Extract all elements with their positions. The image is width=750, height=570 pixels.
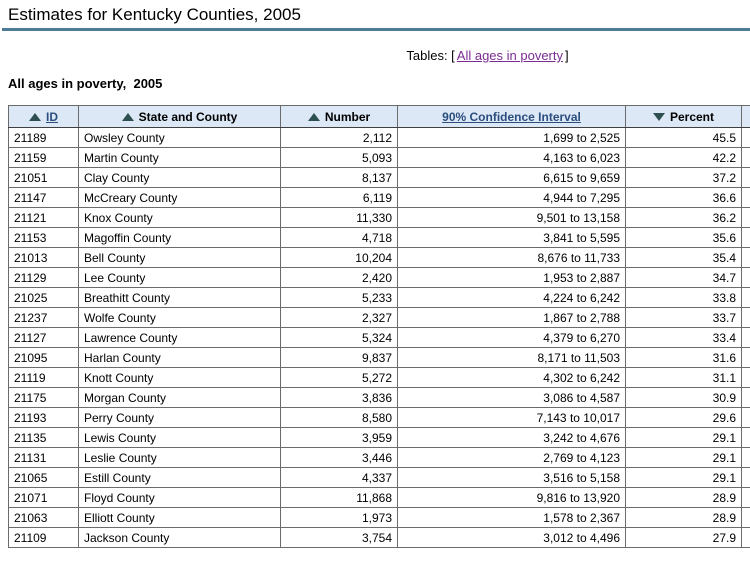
cell-confidence-interval: 1,699 to 2,525	[398, 128, 626, 148]
cell-number: 2,112	[281, 128, 398, 148]
cell-confidence-interval: 4,944 to 7,295	[398, 188, 626, 208]
cell-clipped	[742, 468, 750, 488]
cell-id: 21153	[9, 228, 79, 248]
cell-clipped	[742, 128, 750, 148]
cell-id: 21175	[9, 388, 79, 408]
cell-confidence-interval: 8,171 to 11,503	[398, 348, 626, 368]
cell-percent: 35.4	[626, 248, 742, 268]
cell-clipped	[742, 388, 750, 408]
cell-id: 21189	[9, 128, 79, 148]
cell-confidence-interval: 9,816 to 13,920	[398, 488, 626, 508]
table-row	[9, 248, 750, 268]
table-row	[9, 328, 750, 348]
table-row	[9, 488, 750, 508]
table-body	[9, 128, 750, 548]
cell-percent: 27.9	[626, 528, 742, 548]
cell-id: 21237	[9, 308, 79, 328]
column-header-percent[interactable]	[626, 106, 742, 128]
cell-county: Estill County	[79, 468, 281, 488]
cell-county: Lee County	[79, 268, 281, 288]
cell-clipped	[742, 328, 750, 348]
cell-percent: 31.6	[626, 348, 742, 368]
table-row	[9, 408, 750, 428]
cell-id: 21131	[9, 448, 79, 468]
column-header-id-label: ID	[46, 110, 58, 124]
cell-county: McCreary County	[79, 188, 281, 208]
column-header-state-and-county-label: State and County	[139, 110, 238, 124]
sort-descending-icon	[653, 113, 665, 121]
table-row	[9, 348, 750, 368]
cell-percent: 34.7	[626, 268, 742, 288]
table-header-row	[9, 106, 750, 128]
cell-confidence-interval: 3,242 to 4,676	[398, 428, 626, 448]
table-row	[9, 508, 750, 528]
cell-confidence-interval: 4,302 to 6,242	[398, 368, 626, 388]
cell-confidence-interval: 3,012 to 4,496	[398, 528, 626, 548]
cell-clipped	[742, 288, 750, 308]
cell-confidence-interval: 1,578 to 2,367	[398, 508, 626, 528]
cell-county: Bell County	[79, 248, 281, 268]
cell-percent: 28.9	[626, 488, 742, 508]
cell-percent: 33.8	[626, 288, 742, 308]
table-row	[9, 288, 750, 308]
sort-ascending-icon	[29, 113, 41, 121]
cell-county: Jackson County	[79, 528, 281, 548]
cell-id: 21147	[9, 188, 79, 208]
cell-county: Floyd County	[79, 488, 281, 508]
table-row	[9, 228, 750, 248]
cell-confidence-interval: 2,769 to 4,123	[398, 448, 626, 468]
cell-clipped	[742, 308, 750, 328]
cell-percent: 31.1	[626, 368, 742, 388]
table-header	[9, 106, 750, 128]
cell-id: 21127	[9, 328, 79, 348]
cell-confidence-interval: 3,841 to 5,595	[398, 228, 626, 248]
cell-percent: 29.1	[626, 448, 742, 468]
cell-number: 8,137	[281, 168, 398, 188]
table-row	[9, 128, 750, 148]
cell-percent: 36.2	[626, 208, 742, 228]
table-row	[9, 148, 750, 168]
cell-percent: 33.7	[626, 308, 742, 328]
cell-id: 21065	[9, 468, 79, 488]
cell-county: Magoffin County	[79, 228, 281, 248]
sort-ascending-icon	[308, 113, 320, 121]
cell-number: 2,327	[281, 308, 398, 328]
column-header-number-label: Number	[325, 110, 370, 124]
table-row	[9, 368, 750, 388]
cell-county: Owsley County	[79, 128, 281, 148]
table-row	[9, 428, 750, 448]
column-header-confidence-interval[interactable]	[398, 106, 626, 128]
cell-confidence-interval: 4,224 to 6,242	[398, 288, 626, 308]
cell-percent: 29.1	[626, 428, 742, 448]
cell-clipped	[742, 488, 750, 508]
cell-percent: 35.6	[626, 228, 742, 248]
table-row	[9, 188, 750, 208]
cell-number: 5,324	[281, 328, 398, 348]
cell-id: 21159	[9, 148, 79, 168]
cell-clipped	[742, 268, 750, 288]
cell-clipped	[742, 188, 750, 208]
table-row	[9, 448, 750, 468]
column-header-id[interactable]	[9, 106, 79, 128]
cell-number: 3,959	[281, 428, 398, 448]
column-header-percent-label: Percent	[670, 110, 714, 124]
cell-number: 3,836	[281, 388, 398, 408]
cell-id: 21063	[9, 508, 79, 528]
cell-id: 21119	[9, 368, 79, 388]
cell-confidence-interval: 9,501 to 13,158	[398, 208, 626, 228]
cell-id: 21095	[9, 348, 79, 368]
cell-confidence-interval: 4,379 to 6,270	[398, 328, 626, 348]
page	[0, 5, 750, 548]
cell-id: 21193	[9, 408, 79, 428]
cell-id: 21051	[9, 168, 79, 188]
cell-number: 11,330	[281, 208, 398, 228]
cell-percent: 37.2	[626, 168, 742, 188]
cell-county: Harlan County	[79, 348, 281, 368]
table-row	[9, 208, 750, 228]
cell-clipped	[742, 248, 750, 268]
cell-number: 4,337	[281, 468, 398, 488]
cell-county: Perry County	[79, 408, 281, 428]
cell-number: 4,718	[281, 228, 398, 248]
cell-county: Martin County	[79, 148, 281, 168]
cell-percent: 29.1	[626, 468, 742, 488]
cell-confidence-interval: 3,086 to 4,587	[398, 388, 626, 408]
cell-percent: 36.6	[626, 188, 742, 208]
cell-id: 21135	[9, 428, 79, 448]
cell-id: 21071	[9, 488, 79, 508]
cell-percent: 30.9	[626, 388, 742, 408]
cell-id: 21121	[9, 208, 79, 228]
cell-id: 21109	[9, 528, 79, 548]
cell-clipped	[742, 208, 750, 228]
cell-number: 1,973	[281, 508, 398, 528]
section-heading: All ages in poverty, 2005	[8, 76, 750, 91]
cell-id: 21129	[9, 268, 79, 288]
cell-number: 5,233	[281, 288, 398, 308]
sort-ascending-icon	[122, 113, 134, 121]
cell-clipped	[742, 448, 750, 468]
cell-percent: 29.6	[626, 408, 742, 428]
cell-county: Morgan County	[79, 388, 281, 408]
cell-county: Lewis County	[79, 428, 281, 448]
cell-confidence-interval: 7,143 to 10,017	[398, 408, 626, 428]
cell-number: 5,093	[281, 148, 398, 168]
cell-confidence-interval: 1,867 to 2,788	[398, 308, 626, 328]
column-header-confidence-interval-label: 90% Confidence Interval	[442, 110, 581, 124]
cell-number: 3,754	[281, 528, 398, 548]
cell-percent: 42.2	[626, 148, 742, 168]
cell-number: 3,446	[281, 448, 398, 468]
cell-id: 21013	[9, 248, 79, 268]
cell-percent: 33.4	[626, 328, 742, 348]
cell-clipped	[742, 148, 750, 168]
table-row	[9, 468, 750, 488]
cell-clipped	[742, 408, 750, 428]
cell-confidence-interval: 1,953 to 2,887	[398, 268, 626, 288]
cell-number: 10,204	[281, 248, 398, 268]
column-header-state-and-county[interactable]	[79, 106, 281, 128]
cell-county: Wolfe County	[79, 308, 281, 328]
cell-number: 8,580	[281, 408, 398, 428]
poverty-estimates-table	[8, 105, 750, 548]
cell-county: Lawrence County	[79, 328, 281, 348]
table-row	[9, 388, 750, 408]
cell-county: Breathitt County	[79, 288, 281, 308]
table-row	[9, 308, 750, 328]
cell-county: Clay County	[79, 168, 281, 188]
column-header-number[interactable]	[281, 106, 398, 128]
cell-number: 11,868	[281, 488, 398, 508]
cell-county: Leslie County	[79, 448, 281, 468]
cell-confidence-interval: 3,516 to 5,158	[398, 468, 626, 488]
tables-label-close: ]	[565, 48, 569, 63]
tables-nav	[0, 48, 750, 63]
cell-clipped	[742, 528, 750, 548]
cell-confidence-interval: 8,676 to 11,733	[398, 248, 626, 268]
cell-number: 6,119	[281, 188, 398, 208]
cell-clipped	[742, 348, 750, 368]
cell-clipped	[742, 508, 750, 528]
cell-number: 9,837	[281, 348, 398, 368]
cell-county: Knox County	[79, 208, 281, 228]
table-row	[9, 268, 750, 288]
cell-number: 5,272	[281, 368, 398, 388]
cell-id: 21025	[9, 288, 79, 308]
tables-label: Tables: [	[406, 48, 454, 63]
cell-confidence-interval: 4,163 to 6,023	[398, 148, 626, 168]
cell-county: Knott County	[79, 368, 281, 388]
cell-confidence-interval: 6,615 to 9,659	[398, 168, 626, 188]
cell-county: Elliott County	[79, 508, 281, 528]
all-ages-in-poverty-link[interactable]: All ages in poverty	[457, 48, 563, 63]
page-title: Estimates for Kentucky Counties, 2005	[8, 5, 750, 24]
column-header-clipped	[742, 106, 750, 128]
table-row	[9, 528, 750, 548]
table-row	[9, 168, 750, 188]
cell-percent: 45.5	[626, 128, 742, 148]
cell-clipped	[742, 368, 750, 388]
title-rule	[2, 28, 750, 31]
cell-percent: 28.9	[626, 508, 742, 528]
cell-clipped	[742, 428, 750, 448]
cell-clipped	[742, 168, 750, 188]
cell-clipped	[742, 228, 750, 248]
cell-number: 2,420	[281, 268, 398, 288]
